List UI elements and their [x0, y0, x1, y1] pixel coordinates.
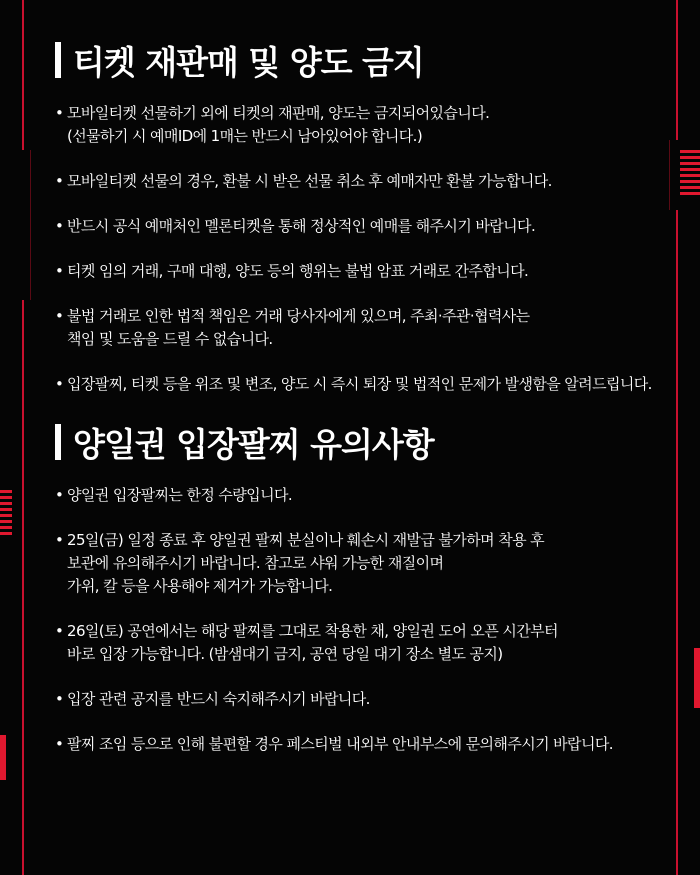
list-item	[55, 102, 675, 148]
list-item-text: 보관에 유의해주시기 바랍니다. 참고로 샤워 가능한 재질이며	[67, 554, 444, 572]
list-item	[55, 260, 675, 283]
bullet-icon: •	[55, 104, 64, 122]
list-item-text: 가위, 칼 등을 사용해야 제거가 가능합니다.	[67, 577, 333, 595]
notice-list	[55, 102, 675, 396]
frame-line-left-thin	[30, 150, 31, 300]
list-item	[55, 688, 675, 711]
section-wristband-notice	[55, 418, 675, 756]
section-title	[55, 418, 675, 466]
list-item	[55, 484, 675, 507]
bullet-icon: •	[55, 307, 64, 325]
list-item-text: 책임 및 도움을 드릴 수 없습니다.	[67, 330, 273, 348]
list-item	[55, 373, 675, 396]
decor-edge-block-right	[694, 648, 700, 708]
list-item	[55, 305, 675, 351]
frame-line-right-top	[676, 0, 678, 140]
bullet-icon: •	[55, 375, 64, 393]
decor-stripes-left	[0, 490, 12, 535]
list-item-text: 양일권 입장팔찌는 한정 수량입니다.	[67, 486, 293, 504]
list-item	[55, 620, 675, 666]
list-item	[55, 733, 675, 756]
frame-line-left-top	[22, 0, 24, 150]
list-item-text: 바로 입장 가능합니다. (밤샘대기 금지, 공연 당일 대기 장소 별도 공지)	[67, 645, 503, 663]
list-item-text: 입장 관련 공지를 반드시 숙지해주시기 바랍니다.	[67, 690, 370, 708]
list-item-text: 25일(금) 일정 종료 후 양일권 팔찌 분실이나 훼손시 재발급 불가하며 착용 후	[67, 531, 545, 549]
frame-line-left	[22, 300, 24, 875]
section-title	[55, 36, 675, 84]
bullet-icon: •	[55, 262, 64, 280]
list-item-text: 반드시 공식 예매처인 멜론티켓을 통해 정상적인 예매를 해주시기 바랍니다.	[67, 217, 536, 235]
list-item-text: 26일(토) 공연에서는 해당 팔찌를 그대로 착용한 채, 양일권 도어 오픈 시간부터	[67, 622, 558, 640]
bullet-icon: •	[55, 172, 64, 190]
bullet-icon: •	[55, 486, 64, 504]
bullet-icon: •	[55, 735, 64, 753]
bullet-icon: •	[55, 531, 64, 549]
notice-list	[55, 484, 675, 756]
section-title-text: 티켓 재판매 및 양도 금지	[73, 42, 424, 82]
frame-line-right	[676, 210, 678, 875]
list-item-text: 티켓 임의 거래, 구매 대행, 양도 등의 행위는 불법 암표 거래로 간주합니다.	[67, 262, 529, 280]
bullet-icon: •	[55, 690, 64, 708]
notice-content	[55, 36, 675, 778]
list-item-text: (선물하기 시 예매ID에 1매는 반드시 남아있어야 합니다.)	[67, 127, 423, 145]
bullet-icon: •	[55, 217, 64, 235]
decor-stripes-right	[680, 150, 700, 195]
section-title-text: 양일권 입장팔찌 유의사항	[73, 424, 434, 464]
list-item	[55, 170, 675, 193]
list-item	[55, 529, 675, 598]
list-item-text: 입장팔찌, 티켓 등을 위조 및 변조, 양도 시 즉시 퇴장 및 법적인 문제가 발생함을 알려드립니다.	[67, 375, 652, 393]
list-item-text: 불법 거래로 인한 법적 책임은 거래 당사자에게 있으며, 주최·주관·협력사는	[67, 307, 530, 325]
section-resale-ban	[55, 36, 675, 396]
list-item-text: 팔찌 조임 등으로 인해 불편할 경우 페스티벌 내외부 안내부스에 문의해주시기 바랍니다.	[67, 735, 613, 753]
title-bar-marker	[55, 424, 61, 460]
title-bar-marker	[55, 42, 61, 78]
list-item-text: 모바일티켓 선물하기 외에 티켓의 재판매, 양도는 금지되어있습니다.	[67, 104, 490, 122]
list-item-text: 모바일티켓 선물의 경우, 환불 시 받은 선물 취소 후 예매자만 환불 가능합니다.	[67, 172, 552, 190]
bullet-icon: •	[55, 622, 64, 640]
decor-edge-block-left	[0, 735, 6, 780]
list-item	[55, 215, 675, 238]
